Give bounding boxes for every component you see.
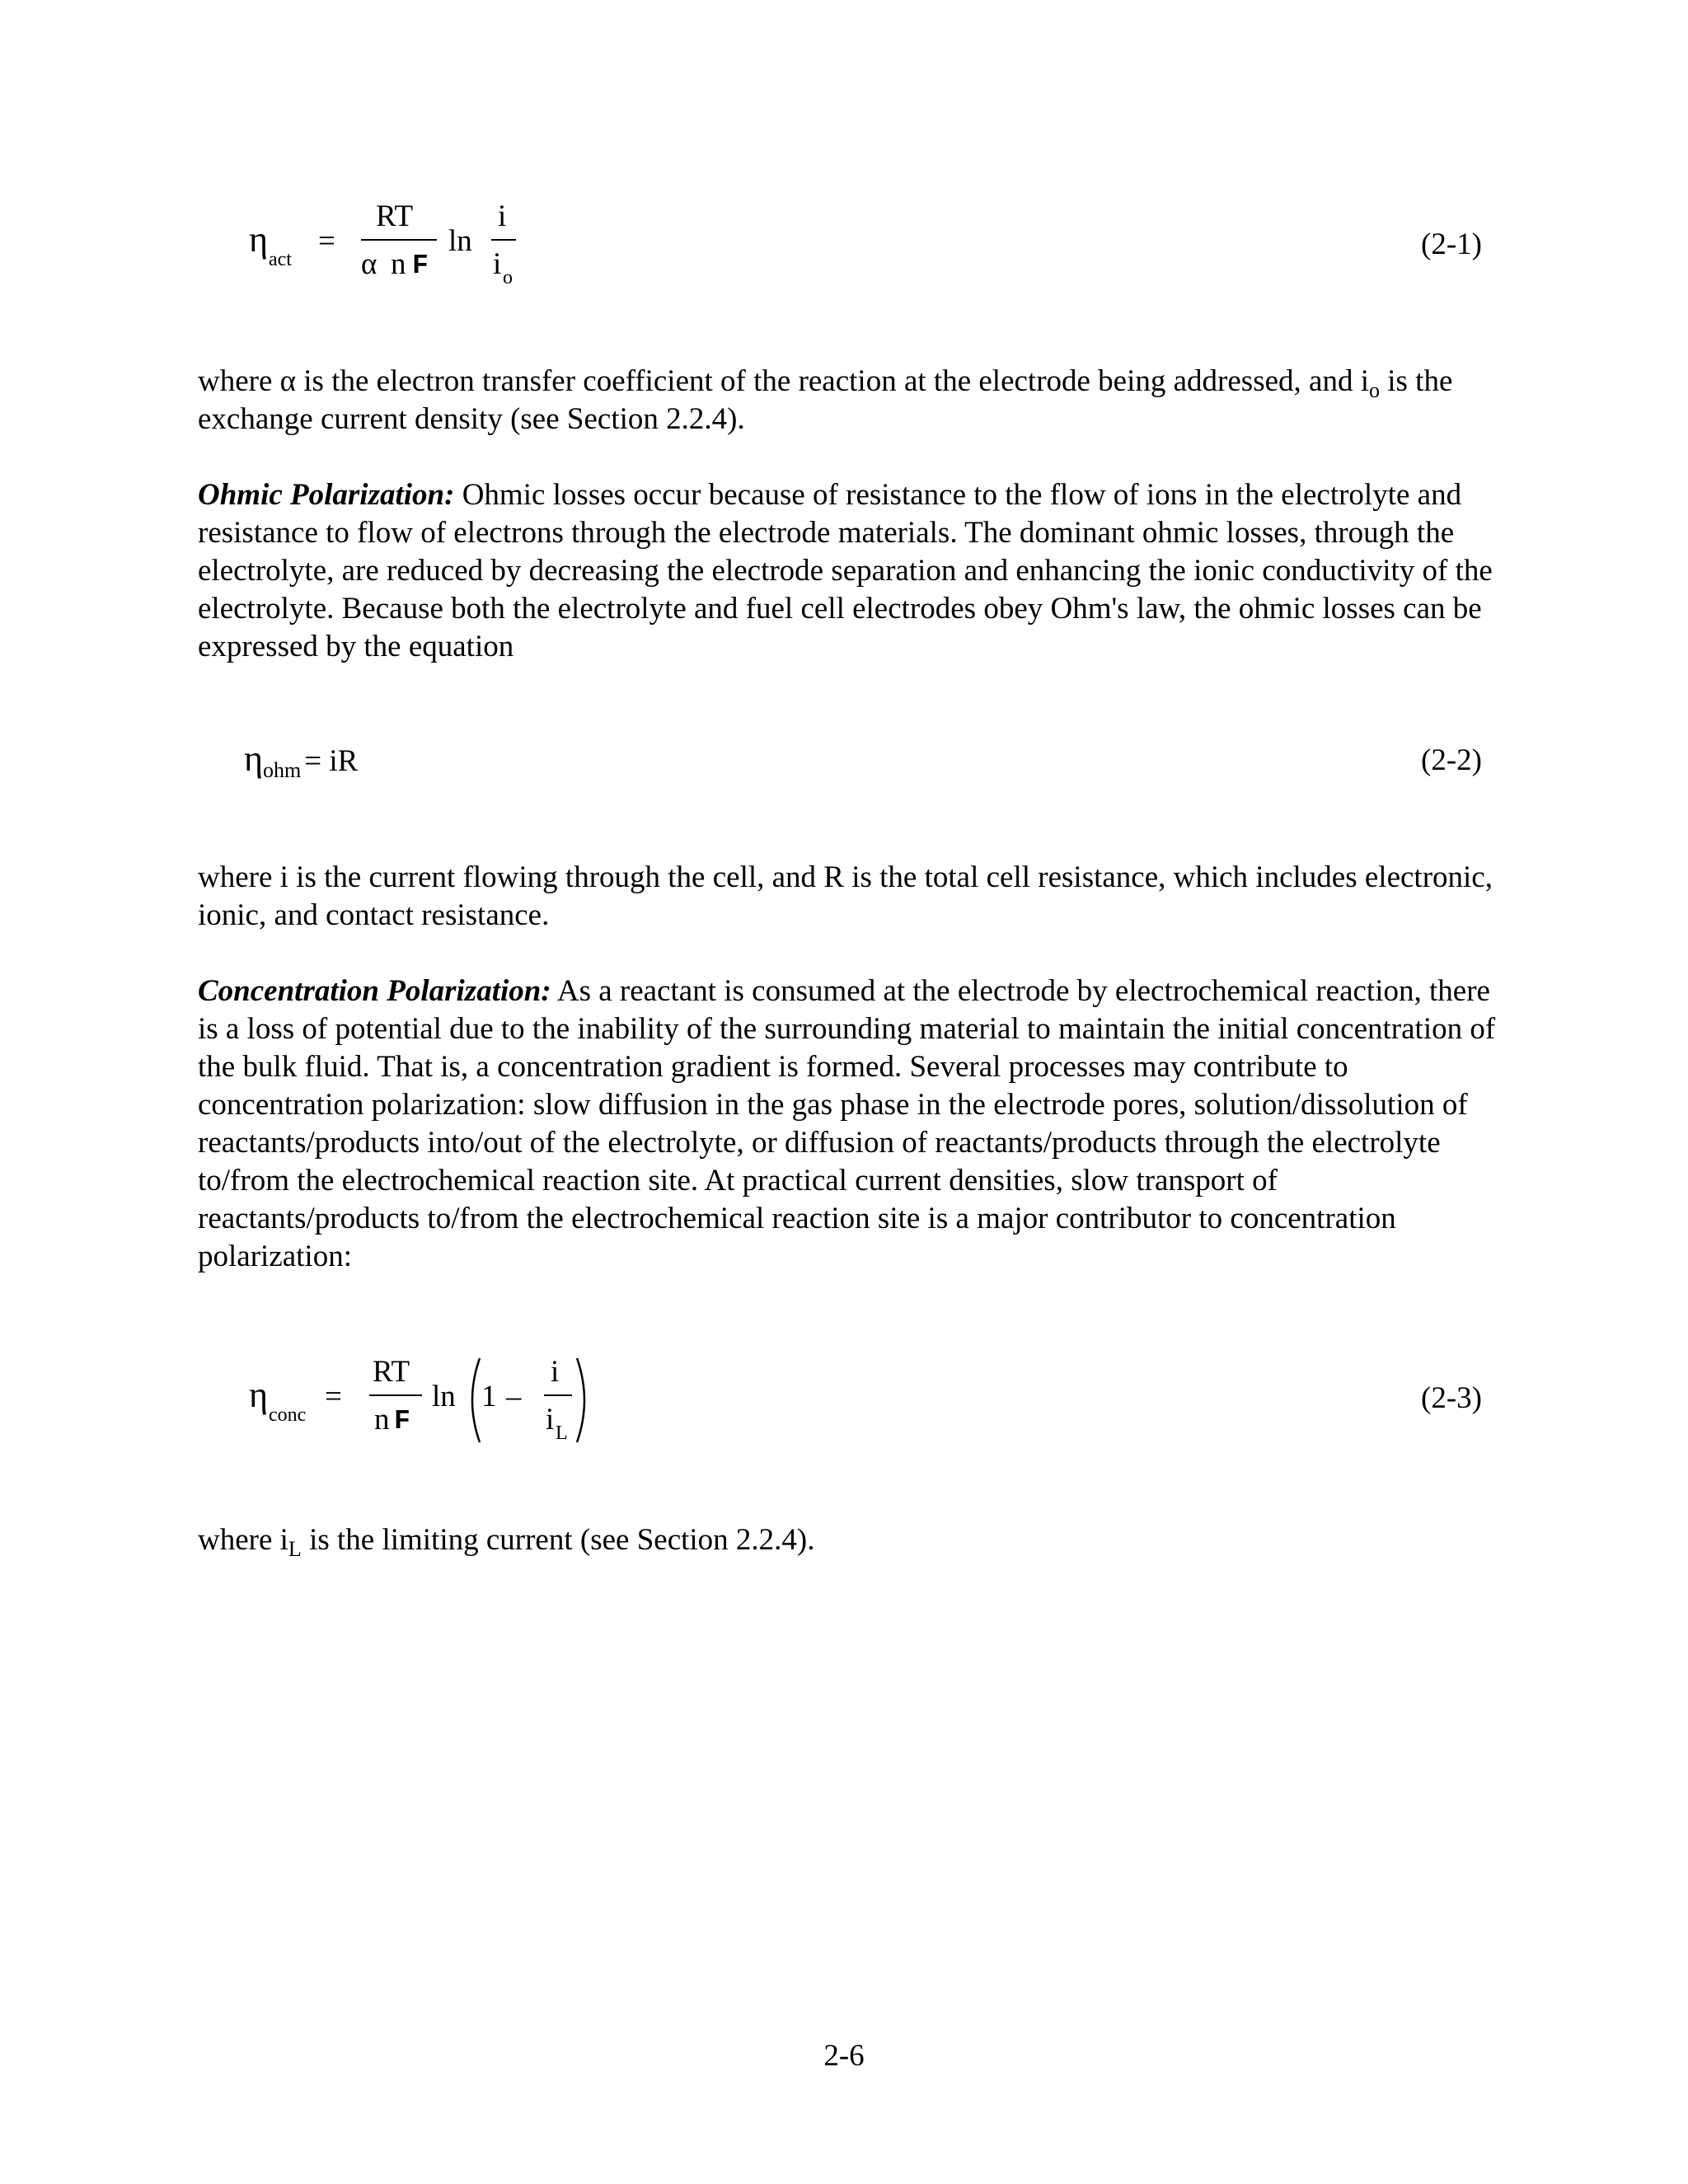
eq3-ln: ln xyxy=(432,1380,456,1413)
eq3-frac2-bar xyxy=(544,1394,572,1396)
eq1-fraction-bar xyxy=(361,239,437,241)
equation-number-2-1: (2-1) xyxy=(1421,227,1482,261)
eq1-denominator-F: F xyxy=(412,251,429,281)
eq3-denominator-F: F xyxy=(394,1406,410,1436)
paragraph-ohmic-polarization xyxy=(198,476,1500,666)
eq3-numerator: RT xyxy=(373,1355,410,1389)
limiting-current-text-a: where i xyxy=(198,1523,288,1557)
eq3-left-paren xyxy=(463,1355,483,1446)
alpha-definition-subscript: o xyxy=(1368,378,1380,402)
eq3-fraction-bar xyxy=(369,1394,422,1396)
paragraph-concentration-polarization xyxy=(198,972,1500,1276)
ohmic-polarization-text: Ohmic losses occur because of resistance to the flow of ions in the electrolyte and resistance to flow of electrons through the electrode materials. The dominant ohmic losses, through the electrolyte, are reduced by decreasing the electrode separation and enhancing the ionic conductivity of the electrolyte. Because both the electrolyte and fuel cell electrodes obey Ohm's law, the ohmic losses can be expressed by the equation xyxy=(198,478,1493,663)
eq3-one: 1 xyxy=(481,1380,497,1413)
eq3-minus: – xyxy=(506,1380,522,1413)
eq3-equals: = xyxy=(325,1380,342,1413)
eq1-eta-subscript: act xyxy=(269,249,292,270)
eq2-rhs: = iR xyxy=(304,744,359,778)
resistance-definition-text: where i is the current flowing through the cell, and R is the total cell resistance, which includes electronic, ionic, and contact resistance. xyxy=(198,860,1493,932)
eq1-frac2-denominator: i xyxy=(493,247,502,281)
eq1-eta-symbol: η xyxy=(249,219,269,260)
concentration-polarization-heading: Concentration Polarization: xyxy=(198,974,551,1008)
eq1-frac2-numerator: i xyxy=(498,199,507,233)
eq2-eta-symbol: η xyxy=(244,738,264,779)
equation-2-2 xyxy=(244,740,358,780)
eq1-numerator: RT xyxy=(376,199,414,233)
ohmic-polarization-heading: Ohmic Polarization: xyxy=(198,478,455,512)
limiting-current-subscript: L xyxy=(288,1537,302,1561)
paragraph-alpha-definition xyxy=(198,363,1500,438)
eq1-frac2-denominator-sub: o xyxy=(503,267,513,288)
limiting-current-text-b: is the limiting current (see Section 2.2.4). xyxy=(301,1523,815,1557)
paragraph-resistance-definition xyxy=(198,859,1500,935)
concentration-polarization-text: As a reactant is consumed at the electrode by electrochemical reaction, there is a loss of potential due to the inability of the surrounding material to maintain the initial concentration of the bulk fluid. That is, a concentration gradient is formed. Several processes may contribute to concentration polarization: slow diffusion in the gas phase in the electrode pores, solution/dissolution of reactants/products into/out of the electrolyte, or diffusion of reactants/products through the electrolyte to/from the electrochemical reaction site. At practical current densities, slow transport of reactants/products to/from the electrochemical reaction site is a major contributor to concentration polarization: xyxy=(198,974,1496,1273)
eq3-eta-symbol: η xyxy=(249,1375,269,1415)
eq1-denominator-n: n xyxy=(391,247,406,281)
eq3-frac2-numerator: i xyxy=(551,1355,560,1389)
eq1-ln: ln xyxy=(448,224,472,258)
alpha-definition-text-b: is the exchange current density (see Section 2.2.4). xyxy=(198,364,1453,436)
eq3-eta-subscript: conc xyxy=(269,1404,307,1426)
eq2-eta-subscript: ohm xyxy=(263,758,302,782)
eq3-frac2-denominator: i xyxy=(546,1403,555,1436)
eq1-denominator-alpha: α xyxy=(361,247,377,281)
eq1-equals: = xyxy=(318,224,335,258)
equation-number-2-2: (2-2) xyxy=(1421,743,1482,777)
eq1-frac2-bar xyxy=(491,239,516,241)
eq3-frac2-denominator-sub: L xyxy=(556,1422,568,1444)
eq3-denominator-n: n xyxy=(374,1403,390,1436)
eq3-right-paren xyxy=(574,1355,593,1446)
page-number: 2-6 xyxy=(823,2039,865,2073)
paragraph-limiting-current xyxy=(198,1521,1500,1559)
alpha-definition-text-a: where α is the electron transfer coefficient of the reaction at the electrode being addressed, and i xyxy=(198,364,1369,398)
equation-number-2-3: (2-3) xyxy=(1421,1381,1482,1415)
